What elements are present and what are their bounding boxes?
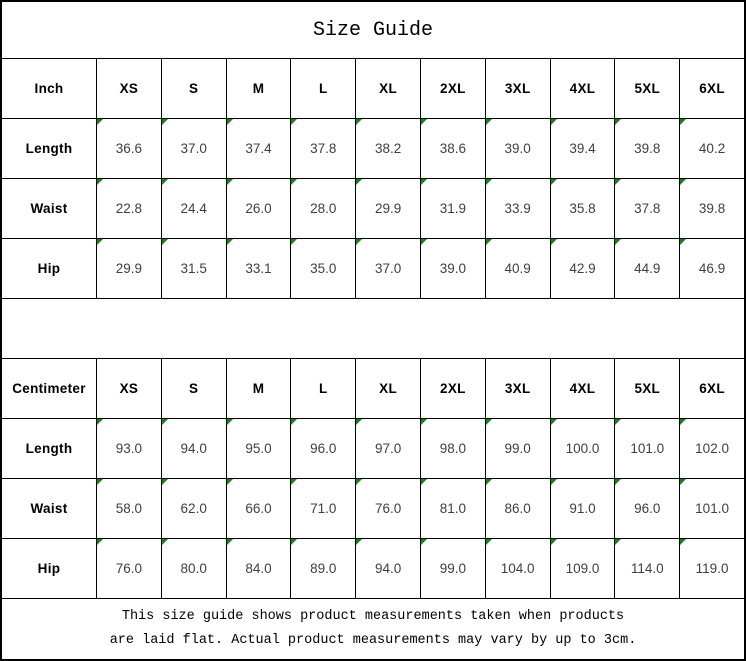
measurement-value: 44.9 [634, 261, 661, 276]
size-column-header: XL [355, 59, 420, 118]
measurement-value: 62.0 [180, 501, 207, 516]
cm-size-header-row [2, 358, 744, 418]
cell-corner-marker-icon [421, 539, 427, 545]
measurement-value: 100.0 [565, 441, 600, 456]
measurement-value-cell [226, 119, 291, 178]
measurement-value: 37.8 [310, 141, 337, 156]
size-column-header: 2XL [420, 59, 485, 118]
measurement-value-cell [420, 479, 485, 538]
measurement-value-cell [226, 539, 291, 598]
measurement-value: 31.9 [439, 201, 467, 216]
cell-corner-marker-icon [615, 539, 621, 545]
cell-corner-marker-icon [551, 239, 557, 245]
cell-corner-marker-icon [291, 419, 297, 425]
cell-corner-marker-icon [615, 119, 621, 125]
cell-corner-marker-icon [291, 479, 297, 485]
measurement-value-cell [161, 119, 226, 178]
table-row [2, 238, 744, 298]
cell-corner-marker-icon [162, 539, 168, 545]
measurement-value-cell [550, 119, 615, 178]
measurement-value-cell [550, 239, 615, 298]
cell-corner-marker-icon [615, 479, 621, 485]
measurement-value: 31.5 [180, 261, 207, 276]
measurement-value-cell [550, 539, 615, 598]
measurement-value: 37.8 [634, 201, 661, 216]
measurement-value-cell [485, 119, 550, 178]
cell-corner-marker-icon [97, 479, 103, 485]
measurement-value: 35.8 [569, 201, 596, 216]
measurement-value-cell [226, 179, 291, 238]
cell-corner-marker-icon [615, 419, 621, 425]
size-column-header: 4XL [550, 359, 615, 418]
measurement-value: 36.6 [115, 141, 143, 156]
cell-corner-marker-icon [291, 539, 297, 545]
cell-corner-marker-icon [356, 239, 362, 245]
measurement-value-cell [614, 539, 679, 598]
cell-corner-marker-icon [97, 239, 103, 245]
inch-size-header-row [2, 58, 744, 118]
measurement-value-cell [614, 119, 679, 178]
measurement-value-cell [226, 479, 291, 538]
cell-corner-marker-icon [551, 419, 557, 425]
measurement-value: 102.0 [695, 441, 729, 456]
measurement-value: 91.0 [569, 501, 596, 516]
cell-corner-marker-icon [227, 179, 233, 185]
measurement-value-cell [485, 419, 550, 478]
size-column-header: 3XL [485, 359, 550, 418]
size-column-header: L [290, 59, 355, 118]
measurement-value: 80.0 [180, 561, 207, 576]
size-column-header: 5XL [614, 59, 679, 118]
measurement-value-cell [290, 419, 355, 478]
measurement-value: 46.9 [698, 261, 726, 276]
size-column-header: 3XL [485, 59, 550, 118]
measurement-value-cell [161, 419, 226, 478]
measurement-value: 94.0 [180, 441, 207, 456]
table-row [2, 478, 744, 538]
cell-corner-marker-icon [291, 239, 297, 245]
measurement-value-cell [96, 479, 161, 538]
spacer-row [2, 298, 744, 358]
cell-corner-marker-icon [421, 479, 427, 485]
cell-corner-marker-icon [486, 479, 492, 485]
footer-note-line: This size guide shows product measurements taken when products [121, 609, 625, 624]
measurement-value-cell [96, 539, 161, 598]
cell-corner-marker-icon [486, 539, 492, 545]
cell-corner-marker-icon [291, 179, 297, 185]
size-column-header: 4XL [550, 59, 615, 118]
cell-corner-marker-icon [162, 179, 168, 185]
cell-corner-marker-icon [227, 539, 233, 545]
measurement-value: 109.0 [565, 561, 600, 576]
cell-corner-marker-icon [680, 539, 686, 545]
measurement-value: 58.0 [115, 501, 143, 516]
measurement-value: 99.0 [504, 441, 531, 456]
cell-corner-marker-icon [421, 239, 427, 245]
row-label: Hip [37, 261, 61, 276]
measurement-value-cell [679, 419, 744, 478]
cell-corner-marker-icon [551, 479, 557, 485]
measurement-value: 28.0 [310, 201, 337, 216]
measurement-value-cell [161, 539, 226, 598]
cell-corner-marker-icon [680, 239, 686, 245]
measurement-value-cell [96, 239, 161, 298]
measurement-value-cell [290, 539, 355, 598]
unit-label-centimeter: Centimeter [12, 381, 86, 396]
measurement-value: 97.0 [374, 441, 402, 456]
measurement-value-cell [420, 539, 485, 598]
table-row [2, 418, 744, 478]
cell-corner-marker-icon [486, 419, 492, 425]
measurement-value-cell [485, 179, 550, 238]
measurement-value: 29.9 [115, 261, 143, 276]
measurement-value: 86.0 [504, 501, 531, 516]
measurement-value-cell [550, 479, 615, 538]
cell-corner-marker-icon [162, 239, 168, 245]
measurement-value: 37.0 [180, 141, 207, 156]
measurement-value-cell [550, 179, 615, 238]
size-column-header: L [290, 359, 355, 418]
table-row [2, 118, 744, 178]
measurement-value: 37.0 [374, 261, 402, 276]
measurement-value: 99.0 [439, 561, 467, 576]
measurement-value-cell [96, 179, 161, 238]
cell-corner-marker-icon [551, 179, 557, 185]
cell-corner-marker-icon [356, 119, 362, 125]
measurement-value-cell [226, 239, 291, 298]
cell-corner-marker-icon [162, 119, 168, 125]
measurement-value-cell [290, 119, 355, 178]
measurement-value: 26.0 [245, 201, 272, 216]
size-column-header: S [161, 359, 226, 418]
measurement-value-cell [679, 479, 744, 538]
measurement-value: 71.0 [310, 501, 337, 516]
measurement-value-cell [679, 539, 744, 598]
size-column-header: 6XL [679, 359, 744, 418]
footer-note [2, 598, 744, 659]
measurement-value: 101.0 [630, 441, 665, 456]
cell-corner-marker-icon [97, 419, 103, 425]
measurement-value: 94.0 [374, 561, 402, 576]
measurement-value-cell [679, 239, 744, 298]
measurement-value: 39.0 [439, 261, 467, 276]
measurement-value: 84.0 [245, 561, 272, 576]
measurement-value-cell [161, 179, 226, 238]
cell-corner-marker-icon [356, 419, 362, 425]
table-row [2, 538, 744, 598]
measurement-value-cell [355, 419, 420, 478]
measurement-value-cell [485, 539, 550, 598]
cell-corner-marker-icon [227, 119, 233, 125]
size-column-header: 5XL [614, 359, 679, 418]
size-column-header: XL [355, 359, 420, 418]
measurement-value: 40.9 [504, 261, 531, 276]
size-column-header: 6XL [679, 59, 744, 118]
row-label: Length [25, 141, 73, 156]
measurement-value-cell [290, 479, 355, 538]
cell-corner-marker-icon [421, 179, 427, 185]
measurement-value: 95.0 [245, 441, 272, 456]
measurement-value: 24.4 [180, 201, 207, 216]
measurement-value: 39.0 [504, 141, 531, 156]
cell-corner-marker-icon [680, 419, 686, 425]
cell-corner-marker-icon [97, 119, 103, 125]
cell-corner-marker-icon [615, 239, 621, 245]
measurement-value: 81.0 [439, 501, 467, 516]
measurement-value: 22.8 [115, 201, 143, 216]
measurement-value-cell [290, 179, 355, 238]
measurement-value: 96.0 [634, 501, 661, 516]
measurement-value: 40.2 [698, 141, 726, 156]
cell-corner-marker-icon [486, 119, 492, 125]
measurement-value-cell [614, 479, 679, 538]
measurement-value: 93.0 [115, 441, 143, 456]
cell-corner-marker-icon [486, 239, 492, 245]
measurement-value: 42.9 [569, 261, 596, 276]
measurement-value: 38.2 [374, 141, 402, 156]
cell-corner-marker-icon [227, 419, 233, 425]
cm-table-body [2, 418, 744, 598]
footer-note-line: are laid flat. Actual product measurements may vary by up to 3cm. [109, 633, 637, 648]
measurement-value-cell [226, 419, 291, 478]
measurement-value-cell [420, 239, 485, 298]
cell-corner-marker-icon [162, 479, 168, 485]
measurement-value-cell [614, 239, 679, 298]
size-column-header: S [161, 59, 226, 118]
measurement-value: 104.0 [500, 561, 535, 576]
size-column-header: M [226, 359, 291, 418]
cell-corner-marker-icon [97, 539, 103, 545]
row-label: Hip [37, 561, 61, 576]
row-label: Length [25, 441, 73, 456]
cell-corner-marker-icon [680, 479, 686, 485]
measurement-value-cell [161, 239, 226, 298]
measurement-value-cell [485, 239, 550, 298]
measurement-value: 38.6 [439, 141, 467, 156]
cell-corner-marker-icon [162, 419, 168, 425]
cell-corner-marker-icon [227, 479, 233, 485]
row-label: Waist [30, 501, 68, 516]
measurement-value-cell [355, 479, 420, 538]
cell-corner-marker-icon [680, 179, 686, 185]
cell-corner-marker-icon [551, 539, 557, 545]
size-column-header: 2XL [420, 359, 485, 418]
cell-corner-marker-icon [356, 479, 362, 485]
table-row [2, 178, 744, 238]
row-label: Waist [30, 201, 68, 216]
measurement-value: 35.0 [310, 261, 337, 276]
measurement-value-cell [679, 119, 744, 178]
measurement-value-cell [485, 479, 550, 538]
size-column-header: XS [96, 59, 161, 118]
measurement-value: 101.0 [695, 501, 729, 516]
cell-corner-marker-icon [680, 119, 686, 125]
cell-corner-marker-icon [421, 119, 427, 125]
measurement-value-cell [161, 479, 226, 538]
measurement-value: 29.9 [374, 201, 402, 216]
cell-corner-marker-icon [356, 179, 362, 185]
measurement-value: 76.0 [374, 501, 402, 516]
measurement-value-cell [614, 419, 679, 478]
measurement-value: 114.0 [630, 561, 664, 576]
measurement-value: 96.0 [310, 441, 337, 456]
measurement-value-cell [96, 119, 161, 178]
measurement-value-cell [355, 239, 420, 298]
measurement-value-cell [420, 419, 485, 478]
measurement-value: 76.0 [115, 561, 143, 576]
unit-label-inch: Inch [34, 81, 64, 96]
cell-corner-marker-icon [356, 539, 362, 545]
measurement-value-cell [614, 179, 679, 238]
cell-corner-marker-icon [227, 239, 233, 245]
measurement-value-cell [96, 419, 161, 478]
measurement-value: 89.0 [310, 561, 337, 576]
measurement-value-cell [355, 179, 420, 238]
measurement-value-cell [290, 239, 355, 298]
measurement-value-cell [550, 419, 615, 478]
cell-corner-marker-icon [421, 419, 427, 425]
measurement-value-cell [420, 119, 485, 178]
measurement-value-cell [355, 539, 420, 598]
measurement-value: 39.8 [634, 141, 661, 156]
measurement-value: 98.0 [439, 441, 467, 456]
measurement-value: 33.1 [245, 261, 272, 276]
measurement-value: 37.4 [245, 141, 272, 156]
measurement-value-cell [679, 179, 744, 238]
cell-corner-marker-icon [615, 179, 621, 185]
cell-corner-marker-icon [291, 119, 297, 125]
size-column-header: M [226, 59, 291, 118]
cell-corner-marker-icon [486, 179, 492, 185]
cell-corner-marker-icon [97, 179, 103, 185]
measurement-value: 119.0 [695, 561, 729, 576]
measurement-value: 66.0 [245, 501, 272, 516]
measurement-value: 39.4 [569, 141, 596, 156]
page-title: Size Guide [312, 18, 434, 42]
measurement-value-cell [420, 179, 485, 238]
size-column-header: XS [96, 359, 161, 418]
measurement-value: 39.8 [698, 201, 726, 216]
measurement-value-cell [355, 119, 420, 178]
measurement-value: 33.9 [504, 201, 531, 216]
cell-corner-marker-icon [551, 119, 557, 125]
inch-table-body [2, 118, 744, 298]
